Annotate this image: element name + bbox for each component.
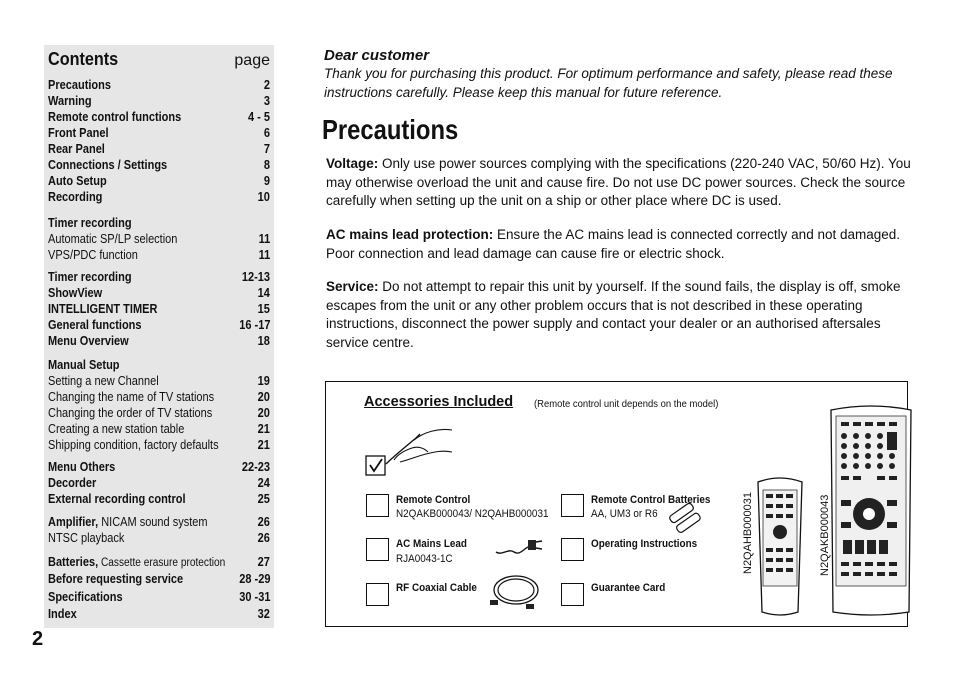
small-remote-icon (754, 476, 806, 618)
toc-entry[interactable]: VPS/PDC function 11 (48, 248, 270, 262)
contents-title: Contents (48, 49, 119, 69)
page-title: Precautions (322, 114, 459, 145)
batteries-label: Remote Control Batteries (591, 494, 711, 506)
toc-entry[interactable]: Menu Others 22-23 (48, 460, 270, 474)
toc-entry[interactable]: Changing the order of TV stations 20 (48, 406, 270, 420)
toc-entry[interactable]: Creating a new station table 21 (48, 422, 270, 436)
ac-lead-text: Ensure the AC mains lead is connected correctly and not damaged. Poor connection and lead damage can cause fire or electric shock. (326, 227, 901, 261)
coaxial-cable-icon (486, 570, 546, 612)
operating-instructions-label: Operating Instructions (591, 538, 698, 550)
toc-entry[interactable]: Changing the name of TV stations 20 (48, 390, 270, 404)
small-remote-code: N2QAHB000031 (742, 492, 754, 574)
toc-entry[interactable]: Remote control functions 4 - 5 (48, 110, 270, 124)
contents-page-label: page (234, 52, 270, 69)
batteries-checkbox[interactable] (561, 494, 584, 517)
toc-entry[interactable]: Rear Panel 7 (48, 142, 270, 156)
batteries-type: AA, UM3 or R6 (591, 508, 658, 520)
toc-entry[interactable]: Auto Setup 9 (48, 174, 270, 188)
toc-entry[interactable]: Recording 10 (48, 190, 270, 204)
voltage-key: Voltage: (326, 156, 379, 171)
large-remote-icon (829, 404, 913, 618)
hand-writing-icon (364, 426, 464, 476)
operating-instructions-checkbox[interactable] (561, 538, 584, 561)
guarantee-card-checkbox[interactable] (561, 583, 584, 606)
service-key: Service: (326, 279, 379, 294)
voltage-text: Only use power sources complying with the specifications (220-240 VAC, 50/60 Hz). You may otherwise overload the unit and cause fire. Do not use DC power sources. Check the source carefully when setting up the unit on a ship or other place where DC is used. (326, 156, 911, 208)
battery-icon (668, 506, 708, 528)
toc-entry[interactable]: General functions 16 -17 (48, 318, 270, 332)
intro-heading: Dear customer (324, 47, 430, 64)
rf-cable-checkbox[interactable] (366, 583, 389, 606)
toc-entry[interactable]: Amplifier, NICAM sound system 26 (48, 515, 270, 529)
toc-section-heading: Timer recording (48, 216, 132, 230)
toc-entry[interactable]: Timer recording 12-13 (48, 270, 270, 284)
toc-entry[interactable]: Menu Overview 18 (48, 334, 270, 348)
ac-plug-icon (494, 530, 544, 560)
remote-control-checkbox[interactable] (366, 494, 389, 517)
toc-entry[interactable]: INTELLIGENT TIMER 15 (48, 302, 270, 316)
accessories-box (325, 381, 908, 627)
remote-control-label: Remote Control (396, 494, 471, 506)
toc-entry[interactable]: NTSC playback 26 (48, 531, 270, 545)
ac-mains-lead-checkbox[interactable] (366, 538, 389, 561)
toc-entry[interactable]: Before requesting service 28 -29 (48, 572, 270, 586)
toc-entry[interactable]: Decorder 24 (48, 476, 270, 490)
rf-cable-label: RF Coaxial Cable (396, 582, 477, 594)
page-number: 2 (32, 628, 44, 650)
intro-text: Thank you for purchasing this product. For optimum performance and safety, please read these instructions carefully. Please keep this manual for future reference. (324, 66, 893, 100)
toc-entry[interactable]: External recording control 25 (48, 492, 270, 506)
ac-mains-lead-code: RJA0043-1C (396, 553, 453, 565)
ac-lead-paragraph (326, 226, 916, 263)
guarantee-card-label: Guarantee Card (591, 582, 666, 594)
toc-section-heading: Manual Setup (48, 358, 120, 372)
contents-header (48, 49, 270, 70)
toc-entry[interactable]: Connections / Settings 8 (48, 158, 270, 172)
voltage-paragraph (326, 155, 916, 211)
service-paragraph (326, 278, 916, 352)
accessories-subtitle: (Remote control unit depends on the model) (534, 398, 719, 410)
large-remote-code: N2QAKB000043 (819, 494, 831, 576)
ac-lead-key: AC mains lead protection: (326, 227, 494, 242)
accessories-title: Accessories Included (364, 394, 514, 410)
toc-entry[interactable]: Shipping condition, factory defaults 21 (48, 438, 270, 452)
toc-entry[interactable]: Batteries, Cassette erasure protection 27 (48, 555, 270, 569)
toc-entry[interactable]: Front Panel 6 (48, 126, 270, 140)
toc-entry[interactable]: ShowView 14 (48, 286, 270, 300)
toc-entry[interactable]: Warning 3 (48, 94, 270, 108)
toc-entry[interactable]: Automatic SP/LP selection 11 (48, 232, 270, 246)
toc-entry[interactable]: Precautions 2 (48, 78, 270, 92)
contents-panel (44, 45, 274, 628)
ac-mains-lead-label: AC Mains Lead (396, 538, 467, 550)
toc-entry[interactable]: Setting a new Channel 19 (48, 374, 270, 388)
toc-entry[interactable]: Index 32 (48, 607, 270, 621)
remote-control-codes: N2QAKB000043/ N2QAHB000031 (396, 508, 549, 520)
service-text: Do not attempt to repair this unit by yourself. If the sound fails, the display is off, smoke escapes from the unit or any other problem occurs that is not described in these operating instructions, disconnect the power supply and contact your dealer or an authorised aftersales service centre. (326, 279, 901, 350)
toc-entry[interactable]: Specifications 30 -31 (48, 590, 270, 604)
